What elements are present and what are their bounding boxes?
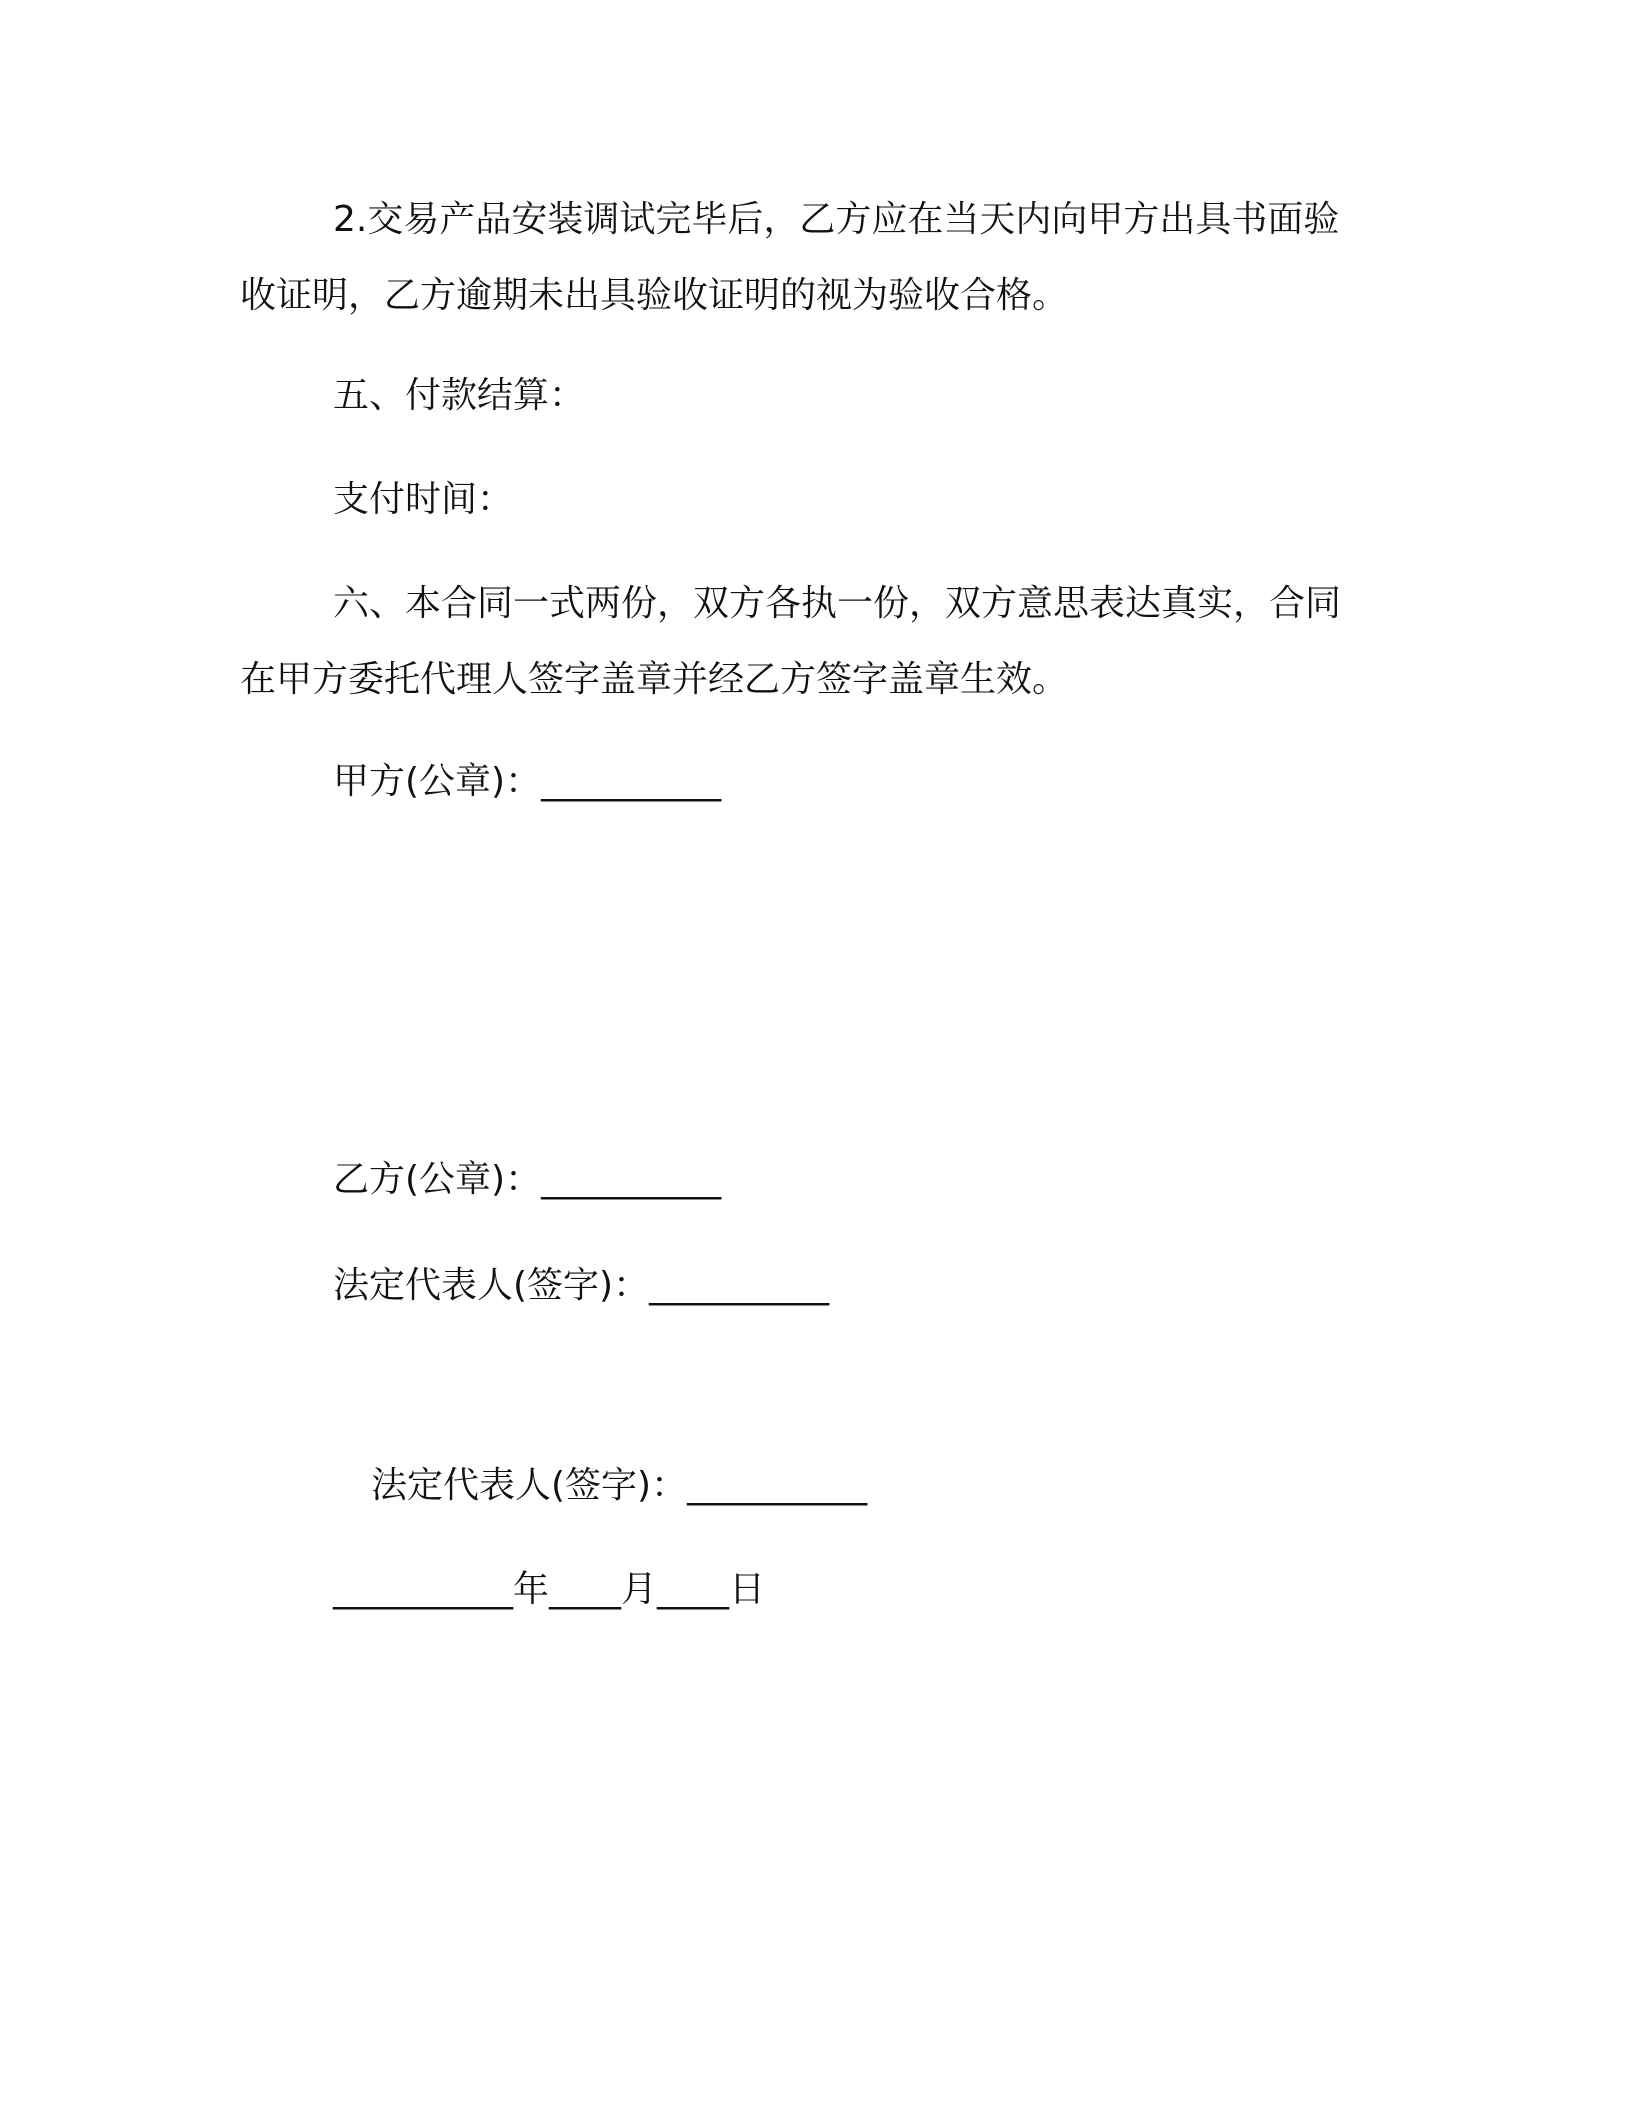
legal-representative-signature-2: 法定代表人(签字)：__________ — [371, 1465, 868, 1506]
section-6-line-1: 六、本合同一式两份，双方各执一份，双方意思表达真实，合同 — [333, 583, 1342, 624]
legal-representative-signature-1: 法定代表人(签字)：__________ — [333, 1265, 830, 1306]
date-line: __________年____月____日 — [333, 1569, 765, 1610]
payment-time-label: 支付时间： — [333, 479, 514, 520]
party-a-seal-field: 甲方(公章)：__________ — [333, 761, 722, 802]
clause-2-line-1: 2.交易产品安装调试完毕后，乙方应在当天内向甲方出具书面验 — [333, 199, 1340, 240]
party-b-seal-field: 乙方(公章)：__________ — [333, 1159, 722, 1200]
section-5-heading: 五、付款结算： — [333, 375, 586, 416]
clause-2-line-2: 收证明，乙方逾期未出具验收证明的视为验收合格。 — [240, 275, 1069, 316]
section-6-line-2: 在甲方委托代理人签字盖章并经乙方签字盖章生效。 — [240, 659, 1069, 700]
